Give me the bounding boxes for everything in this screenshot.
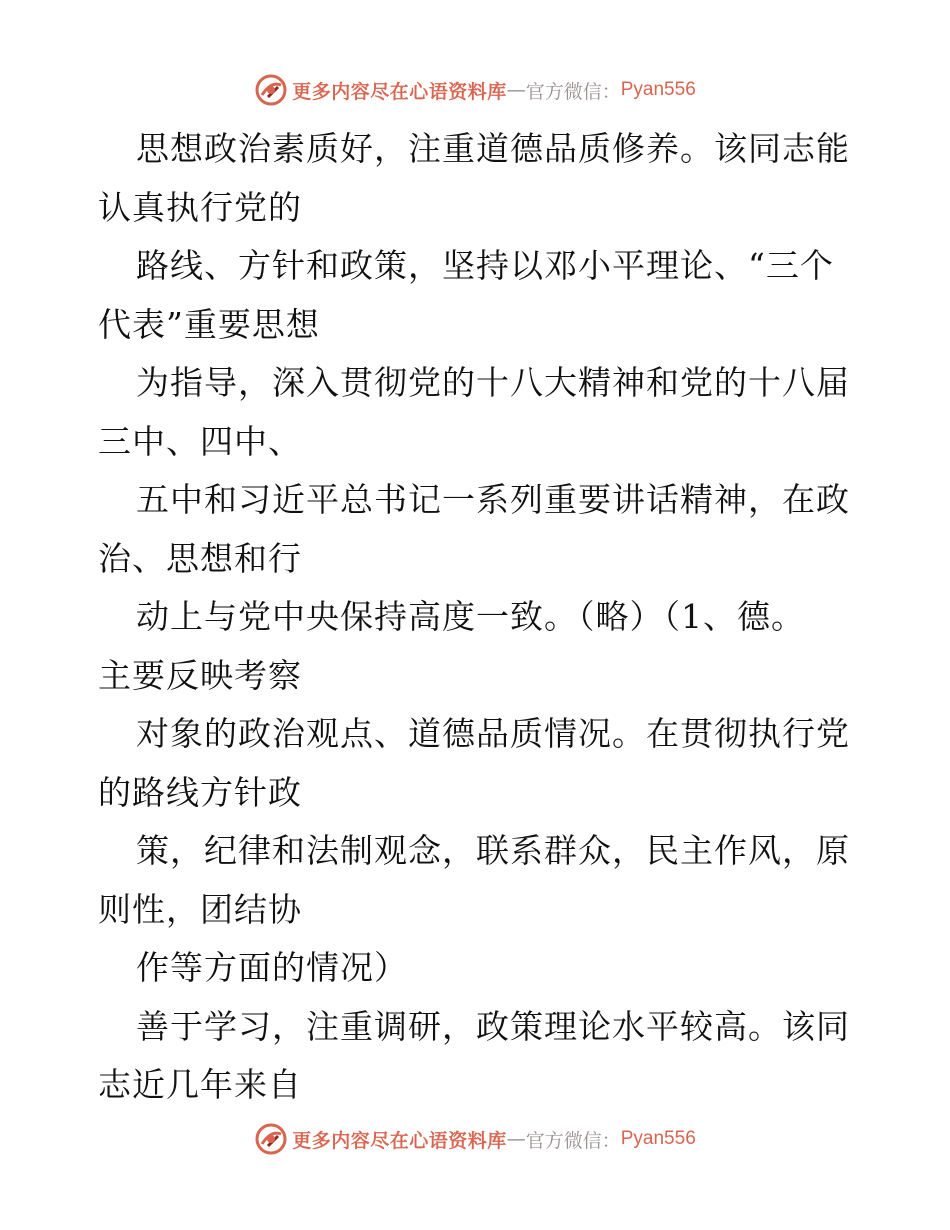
logo-icon — [254, 73, 288, 107]
text-line: 认真执行党的 — [98, 187, 302, 227]
text-line: 则性，团结协 — [98, 889, 302, 929]
text-line: 路线、方针和政策，坚持以邓小平理论、“三个 — [136, 246, 834, 285]
watermark-title: 更多内容尽在心语资料库 — [292, 1129, 507, 1152]
text-line: 动上与党中央保持高度一致。（略）（1、德。 — [136, 597, 805, 636]
watermark-separator: — — [506, 79, 526, 101]
text-line: 三中、四中、 — [98, 421, 302, 461]
text-line: 志近几年来自 — [98, 1065, 302, 1104]
logo-icon — [254, 1122, 288, 1156]
footer-watermark — [0, 1119, 950, 1159]
text-line: 主要反映考察 — [98, 655, 302, 695]
text-line: 为指导，深入贯彻党的十八大精神和党的十八届 — [136, 363, 850, 402]
text-line: 代表”重要思想 — [98, 304, 320, 344]
text-line: 的路线方针政 — [98, 772, 302, 812]
watermark-label: 官方微信： — [525, 1129, 621, 1152]
text-line: 策，纪律和法制观念，联系群众，民主作风，原 — [136, 831, 850, 870]
body-text — [98, 120, 858, 1115]
text-line: 五中和习近平总书记一系列重要讲话精神，在政 — [136, 480, 850, 519]
watermark-handle: Pyan556 — [620, 79, 696, 100]
watermark-label: 官方微信： — [525, 80, 621, 103]
watermark-handle: Pyan556 — [620, 1128, 696, 1149]
watermark-separator: — — [506, 1128, 526, 1150]
text-line: 善于学习，注重调研，政策理论水平较高。该同 — [136, 1006, 850, 1046]
watermark-title: 更多内容尽在心语资料库 — [292, 80, 507, 103]
text-line: 作等方面的情况） — [136, 948, 408, 987]
header-watermark — [0, 70, 950, 110]
text-line: 治、思想和行 — [98, 538, 302, 578]
text-line: 思想政治素质好，注重道德品质修养。该同志能 — [136, 129, 850, 168]
text-line: 对象的政治观点、道德品质情况。在贯彻执行党 — [136, 714, 850, 753]
